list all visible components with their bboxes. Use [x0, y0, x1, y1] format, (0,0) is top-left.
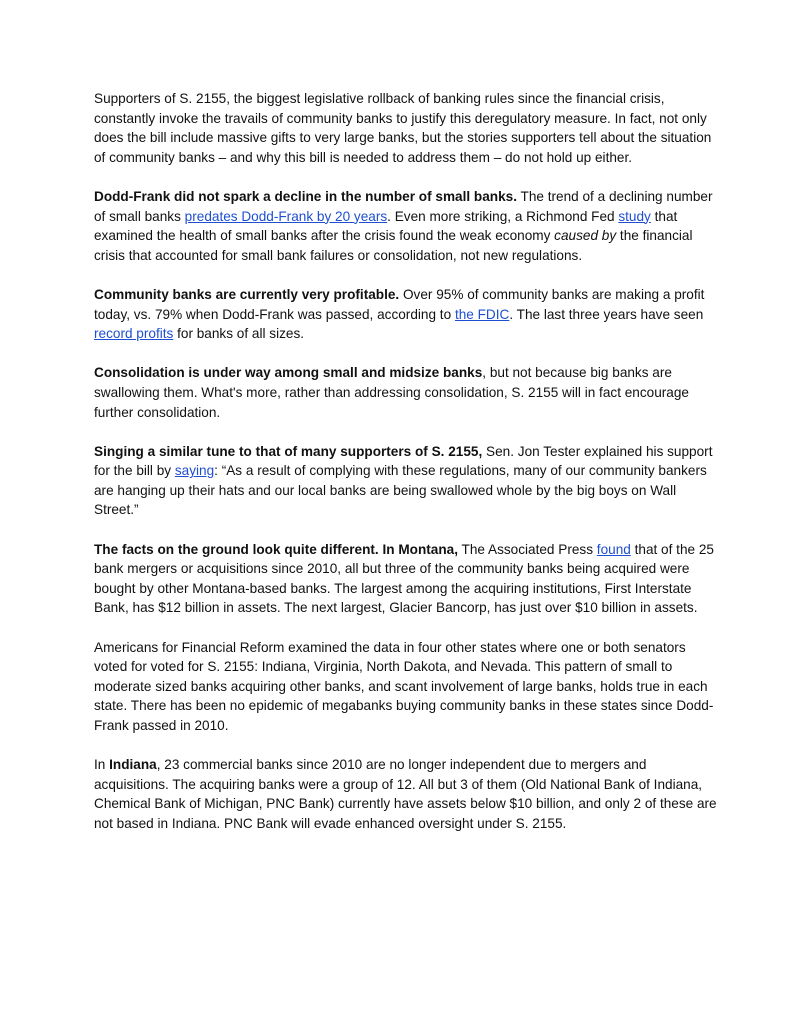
paragraph-heading: The facts on the ground look quite different. In Montana,: [94, 541, 459, 557]
paragraph-text: Supporters of S. 2155, the biggest legislative rollback of banking rules since the financial crisis, constantly invoke the travails of community banks to justify this deregulatory measure. In fact, not only does the bill include massive gifts to very large banks, but the stories supporters tell about the situation of community banks – and why this bill is needed to address them – do not hold up either.: [94, 91, 712, 165]
paragraph-heading: Singing a similar tune to that of many supporters of S. 2155,: [94, 443, 483, 459]
paragraph-text: Over 95% of community banks are making a profit today, vs. 79% when Dodd-Frank was passed, according to: [94, 286, 705, 322]
paragraph-text: The Associated Press: [458, 541, 597, 557]
paragraph-heading: Community banks are currently very profitable.: [94, 286, 400, 302]
record-profits-link[interactable]: record profits: [94, 326, 174, 342]
montana-paragraph: [94, 540, 721, 618]
richmond-fed-study-link[interactable]: study: [618, 208, 651, 224]
paragraph-heading: Consolidation is under way among small and midsize banks: [94, 365, 483, 381]
fdic-link[interactable]: the FDIC: [454, 306, 510, 322]
paragraph-text: the financial crisis that accounted for small bank failures or consolidation, not new regulations.: [94, 228, 693, 263]
italic-emphasis: caused by: [554, 228, 617, 244]
paragraph-text: In: [94, 757, 110, 773]
paragraph-text: Sen. Jon Tester explained his support for the bill by: [94, 443, 713, 479]
paragraph-text: that of the 25 bank mergers or acquisitions since 2010, all but three of the community banks being acquired were bought by other Montana-based banks. The largest among the acquiring institutions, First Interstate Bank, has $12 billion in assets. The next largest, Glacier Bancorp, has just over $10 billion in assets.: [94, 541, 714, 616]
ap-found-link[interactable]: found: [596, 541, 631, 557]
four-states-paragraph: [94, 638, 721, 736]
paragraph-text: , 23 commercial banks since 2010 are no longer independent due to mergers and acquisitions. The acquiring banks were a group of 12. All but 3 of them (Old National Bank of Indiana, Chemical Bank of Michigan, PNC Bank) currently have assets below $10 billion, and only 2 of these are not based in Indiana. PNC Bank will evade enhanced oversight under S. 2155.: [94, 757, 717, 831]
profitability-paragraph: [94, 285, 721, 344]
paragraph-heading: Dodd-Frank did not spark a decline in the number of small banks.: [94, 188, 517, 204]
paragraph-text: . The last three years have seen: [509, 306, 704, 322]
paragraph-text: that examined the health of small banks after the crisis found the weak economy: [94, 208, 678, 244]
consolidation-paragraph: [94, 363, 721, 422]
paragraph-text: . Even more striking, a Richmond Fed: [387, 208, 619, 224]
state-name-indiana: Indiana: [109, 757, 157, 773]
paragraph-text: for banks of all sizes.: [173, 326, 305, 342]
paragraph-text: Americans for Financial Reform examined the data in four other states where one or both senators voted for voted for S. 2155: Indiana, Virginia, North Dakota, and Nevada. This pattern of small to moderate sized banks acquiring other banks, and scant involvement of large banks, holds true in each state. There has been no epidemic of megabanks buying community banks in these states since Dodd-Frank passed in 2010.: [94, 639, 714, 733]
predates-dodd-frank-link[interactable]: predates Dodd-Frank by 20 years: [184, 208, 388, 224]
indiana-paragraph: [94, 755, 721, 833]
intro-paragraph: [94, 89, 721, 167]
dodd-frank-decline-paragraph: [94, 187, 721, 265]
paragraph-text: : “As a result of complying with these regulations, many of our community bankers are hanging up their hats and our local banks are being swallowed whole by the big boys on Wall Street.”: [94, 463, 707, 518]
paragraph-text: , but not because big banks are swallowing them. What's more, rather than addressing consolidation, S. 2155 will in fact encourage further consolidation.: [94, 365, 689, 420]
saying-link[interactable]: saying: [174, 463, 215, 479]
paragraph-text: The trend of a declining number of small banks: [94, 188, 713, 224]
tester-quote-paragraph: [94, 442, 721, 520]
